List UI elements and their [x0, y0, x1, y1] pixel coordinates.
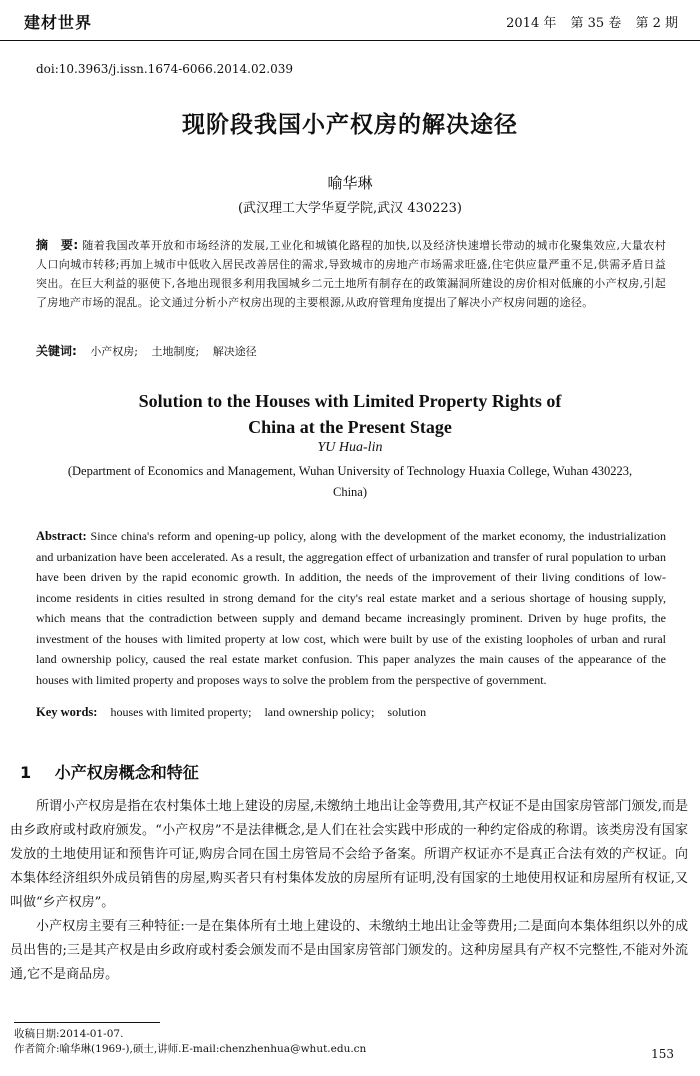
title-chinese: 现阶段我国小产权房的解决途径: [182, 112, 518, 138]
affiliation-chinese: (武汉理工大学华夏学院,武汉 430223): [237, 201, 463, 216]
abstract-chinese-text: 随着我国改革开放和市场经济的发展,工业化和城镇化路程的加快,以及经济快速增长带动的城市化聚集效应,大量农村人口向城市转移;再加上城市中低收入居民改善居住的需求,导致城市的房地产市场需求旺盛,住宅供应量严重不足,供需矛盾日益突出。在巨大利益的驱使下,各地出现很多利用我国城乡二元土地所有制存在的政策漏洞所建设的房价相对低廉的小产权房,引起了房地产市场的混乱。论文通过分析小产权房出现的主要根源,从政府管理角度提出了解决小产权房问题的途径。: [36, 239, 666, 309]
section-body: [10, 795, 688, 987]
body-paragraph: 所谓小产权房是指在农村集体土地上建设的房屋,未缴纳土地出让金等费用,其产权证不是由国家房管部门颁发,而是由乡政府或村政府颁发。“小产权房”不是法律概念,是人们在社会实践中形成的一种约定俗成的称谓。该类房没有国家发放的土地使用证和预售许可证,购房合同在国土房管局不会给予备案。所谓产权证亦不是真正合法有效的产权证。向本集体经济组织外成员销售的房屋,购买者只有村集体发放的房屋所有证明,没有国家的土地使用权证和房屋所有权证,又叫做“乡产权房”。: [10, 799, 688, 910]
keyword-english: solution: [387, 705, 427, 719]
abstract-english: [36, 526, 666, 690]
author-english: YU Hua-lin: [317, 440, 383, 455]
keywords-chinese-label: 关键词:: [36, 344, 77, 358]
abstract-english-label: Abstract:: [36, 529, 87, 543]
abstract-chinese: [36, 236, 666, 312]
footnote-received: 收稿日期:2014-01-07.: [14, 1028, 124, 1040]
title-english: [0, 388, 700, 440]
title-english-line2: China at the Present Stage: [248, 417, 452, 437]
author-chinese: 喻华琳: [327, 174, 373, 192]
footnote-divider: [14, 1022, 160, 1023]
section-title: 小产权房概念和特征: [54, 763, 199, 782]
issue-number: 第 2 期: [635, 16, 678, 31]
abstract-english-text: Since china's reform and opening-up policy, along with the development of the market economy, the industrialization and urbanization have been accelerated. As a result, the aggregation effect of urbanization and transfer of rural population to urban have been driven by the rapid economic growth. In addition, the needs of the improvement of their living conditions of low-income residents in cities resulted in strong demand for the city's real estate market and a serious shortage of housing supply, which means that the contradiction between supply and demand became increasingly prominent. Driven by huge profits, the investment of the houses with limited property at low cost, which were built by use of the existing loopholes of urban and rural land ownership policy, caused the real estate market confusion. This paper analyzes the main causes of the appearance of the houses with limited property and proposes ways to solve the problem from the perspective of government.: [36, 529, 667, 687]
section-heading: [20, 760, 199, 783]
keywords-english: [36, 705, 426, 720]
keywords-english-label: Key words:: [36, 705, 98, 719]
title-english-line1: Solution to the Houses with Limited Property Rights of: [138, 391, 562, 411]
section-number: 1: [20, 763, 32, 782]
affiliation-english: (Department of Economics and Management, Wuhan University of Technology Huaxia College, Wuhan 430223, China): [67, 464, 633, 499]
keywords-chinese: [36, 342, 257, 359]
issue-year: 2014 年: [506, 16, 557, 31]
body-paragraph: 小产权房主要有三种特征:一是在集体所有土地上建设的、未缴纳土地出让金等费用;二是面向本集体组织以外的成员出售的;三是其产权是由乡政府或村委会颁发而不是由国家房管部门颁发的。这种房屋具有产权不完整性,不能对外流通,它不是商品房。: [10, 919, 688, 982]
footnote-author-bio: 作者简介:喻华琳(1969-),硕士,讲师.E-mail:chenzhenhua@whut.edu.cn: [14, 1043, 367, 1055]
issue-volume: 第 35 卷: [570, 16, 622, 31]
keyword-english: houses with limited property;: [110, 705, 252, 719]
running-header: [0, 0, 700, 41]
journal-name: 建材世界: [24, 13, 93, 32]
issue-info: [496, 12, 678, 31]
doi: doi:10.3963/j.issn.1674-6066.2014.02.039: [36, 62, 293, 76]
footnotes: [14, 1027, 366, 1057]
keyword-chinese: 小产权房;: [90, 345, 139, 358]
keyword-chinese: 土地制度;: [151, 345, 200, 358]
keyword-english: land ownership policy;: [264, 705, 375, 719]
keyword-chinese: 解决途径: [212, 345, 257, 358]
abstract-chinese-label: 摘 要:: [36, 238, 79, 252]
page-number: 153: [651, 1047, 674, 1061]
